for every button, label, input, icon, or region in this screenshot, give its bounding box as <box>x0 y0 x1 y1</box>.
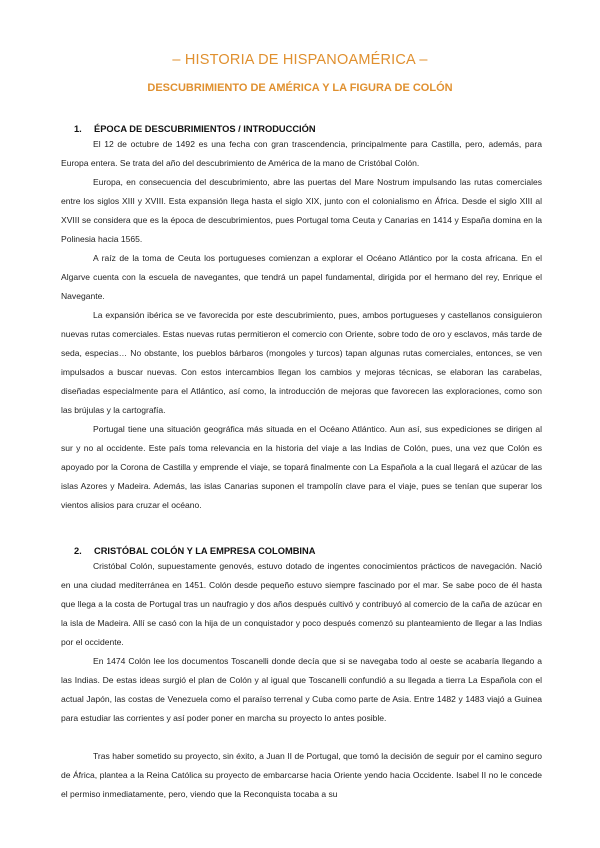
paragraph: La expansión ibérica se ve favorecida por este descubrimiento, pues, ambos portugueses y castellanos consiguieron nuevas rutas comerciales. Estas nuevas rutas permitieron el comercio con Oriente, sobre todo de oro y esclavos, más tarde de seda, especias… No obstante, los pueblos bárbaros (mongoles y turcos) tapan algunas rutas comerciales, entonces, se ven impulsados a buscar nuevas. Con estos intercambios llegan los cambios y mejoras técnicas, se elaboran las carabelas, diseñadas especialmente para el Atlántico, así como, la introducción de mejoras que favorecen las exploraciones, como son las brújulas y la cartografía. <box>61 310 542 415</box>
section-heading <box>74 124 316 134</box>
section-heading-text: ÉPOCA DE DESCUBRIMIENTOS / INTRODUCCIÓN <box>94 124 316 134</box>
paragraph: A raíz de la toma de Ceuta los portugueses comienzan a explorar el Océano Atlántico por la costa africana. En el Algarve cuenta con la escuela de navegantes, que tendrá un papel fundamental, dirigida por el hermano del rey, Enrique el Navegante. <box>61 253 542 301</box>
document-title: – HISTORIA DE HISPANOAMÉRICA – <box>172 52 428 68</box>
document-subtitle: DESCUBRIMIENTO DE AMÉRICA Y LA FIGURA DE COLÓN <box>147 82 453 94</box>
paragraph: Europa, en consecuencia del descubrimiento, abre las puertas del Mare Nostrum impulsando las rutas comerciales entre los siglos XIII y XVIII. Esta expansión llega hasta el siglo XIX, junto con el colonialismo en África. Desde el siglo XIII al XVIII se considera que es la época de descubrimientos, pues Portugal toma Ceuta y Canarias en 1414 y España domina en la Polinesia hacia 1565. <box>61 177 542 244</box>
paragraph: El 12 de octubre de 1492 es una fecha con gran trascendencia, principalmente para Castilla, pero, además, para Europa entera. Se trata del año del descubrimiento de América de la mano de Cristóbal Colón. <box>61 139 542 168</box>
section-number: 1. <box>74 124 82 134</box>
section-heading <box>74 546 315 556</box>
paragraph: Portugal tiene una situación geográfica más situada en el Océano Atlántico. Aun así, sus expediciones se dirigen al sur y no al occidente. Este país toma relevancia en la historia del viaje a las Indias de Colón, pues, una vez que Colón es apoyado por la Corona de Castilla y emprende el viaje, se topará finalmente con La Española a la cual llegará el azúcar de las islas Azores y Madeira. Además, las islas Canarias suponen el trampolín clave para el viaje, pues se tenían que superar los vientos alisios para cruzar el océano. <box>61 424 542 510</box>
paragraph: En 1474 Colón lee los documentos Toscanelli donde decía que si se navegaba todo al oeste se acabaría llegando a las Indias. De estas ideas surgió el plan de Colón y al igual que Toscanelli confundió a su llegada a tierra La Española con el actual Japón, las costas de Venezuela como el paraíso terrenal y Cuba como parte de Asia. Entre 1482 y 1483 viajó a Guinea para estudiar las corrientes y así poder poner en marcha su proyecto lo antes posible. <box>61 656 542 723</box>
section-heading-text: CRISTÓBAL COLÓN Y LA EMPRESA COLOMBINA <box>94 546 316 556</box>
paragraph: Cristóbal Colón, supuestamente genovés, estuvo dotado de ingentes conocimientos prácticos de navegación. Nació en una ciudad mediterránea en 1451. Colón desde pequeño estuvo siempre fascinado por el mar. Se sabe poco de él hasta que llega a la costa de Portugal tras un naufragio y dos años después cultivó y contribuyó al comercio de la caña de azúcar en la isla de Madeira. Allí se casó con la hija de un conquistador y poco después comenzó su planteamiento de llegar a las Indias por el occidente. <box>61 561 542 647</box>
section-number: 2. <box>74 546 82 556</box>
paragraph: Tras haber sometido su proyecto, sin éxito, a Juan II de Portugal, que tomó la decisión de seguir por el camino seguro de África, plantea a la Reina Católica su proyecto de embarcarse hacia Oriente yendo hacia Occidente. Isabel II no le concede el permiso inmediatamente, pero, viendo que la Reconquista tocaba a su <box>61 751 542 799</box>
